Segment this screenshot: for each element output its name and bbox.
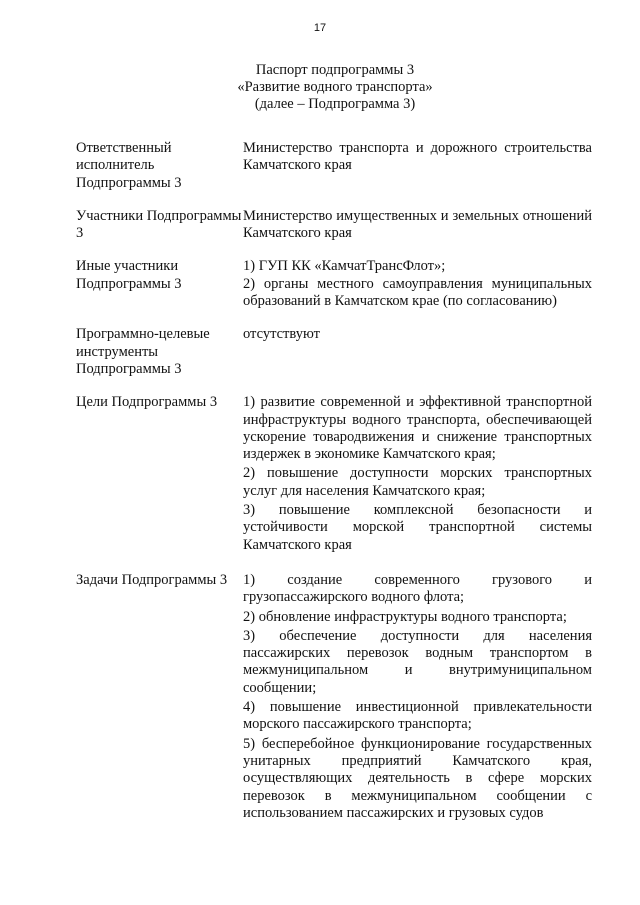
row-target-instruments [76,326,592,378]
row-item: 5) бесперебойное функционирование государственных унитарных предприятий Камчатского края, осуществляющих деятельность в сфере морских перевозок в межмуниципальном сообщении с использованием пассажирских и грузовых судов [243,735,592,821]
row-other-participants [76,258,592,310]
title-line-1: Паспорт подпрограммы 3 [255,62,415,78]
row-label: Ответственный исполнитель Подпрограммы 3 [76,140,182,191]
passport-title [0,62,640,113]
row-label: Цели Подпрограммы 3 [76,394,218,411]
row-content [243,258,592,310]
row-label: Участники Подпрограммы 3 [76,207,242,242]
row-item: 2) повышение доступности морских транспортных услуг для населения Камчатского края; [243,465,592,499]
row-content [243,394,592,556]
passport-table [76,140,592,840]
row-label: Иные участники Подпрограммы 3 [76,258,182,292]
row-item: 1) развитие современной и эффективной транспортной инфраструктуры водного транспорта, обеспечивающей ускорение товародвижения и снижение транспортных издержек в экономике Камчатского края; [243,394,592,463]
row-content [243,326,592,378]
row-content [243,208,592,243]
title-line-2: «Развитие водного транспорта» [237,79,433,95]
row-item: 2) органы местного самоуправления муниципальных образований в Камчатском крае (по согласованию) [243,275,592,310]
title-line-3: (далее – Подпрограмма 3) [254,96,416,112]
row-item: 1) ГУП КК «КамчатТрансФлот»; [243,258,446,275]
row-item: отсутствуют [243,326,320,343]
row-responsible-executor [76,140,592,192]
row-item: 3) обеспечение доступности для населения пассажирских перевозок водным транспортом в межмуниципальном и внутримуниципальном сообщении; [243,627,592,696]
row-participants [76,208,592,243]
row-label: Задачи Подпрограммы 3 [76,571,228,588]
row-tasks [76,572,592,824]
row-item: 4) повышение инвестиционной привлекательности морского пассажирского транспорта; [243,699,592,733]
row-item: 2) обновление инфраструктуры водного транспорта; [243,608,567,625]
row-goals [76,394,592,556]
row-item: 3) повышение комплексной безопасности и устойчивости морской транспортной системы Камчатского края [243,502,592,553]
page-number: 17 [313,22,327,34]
row-item: Министерство транспорта и дорожного строительства Камчатского края [243,140,592,174]
row-item: Министерство имущественных и земельных отношений Камчатского края [243,207,592,242]
row-item: 1) создание современного грузового и грузопассажирского водного флота; [243,571,592,606]
row-content [243,572,592,824]
row-label: Программно-целевые инструменты Подпрограммы 3 [76,326,210,377]
row-content [243,140,592,192]
